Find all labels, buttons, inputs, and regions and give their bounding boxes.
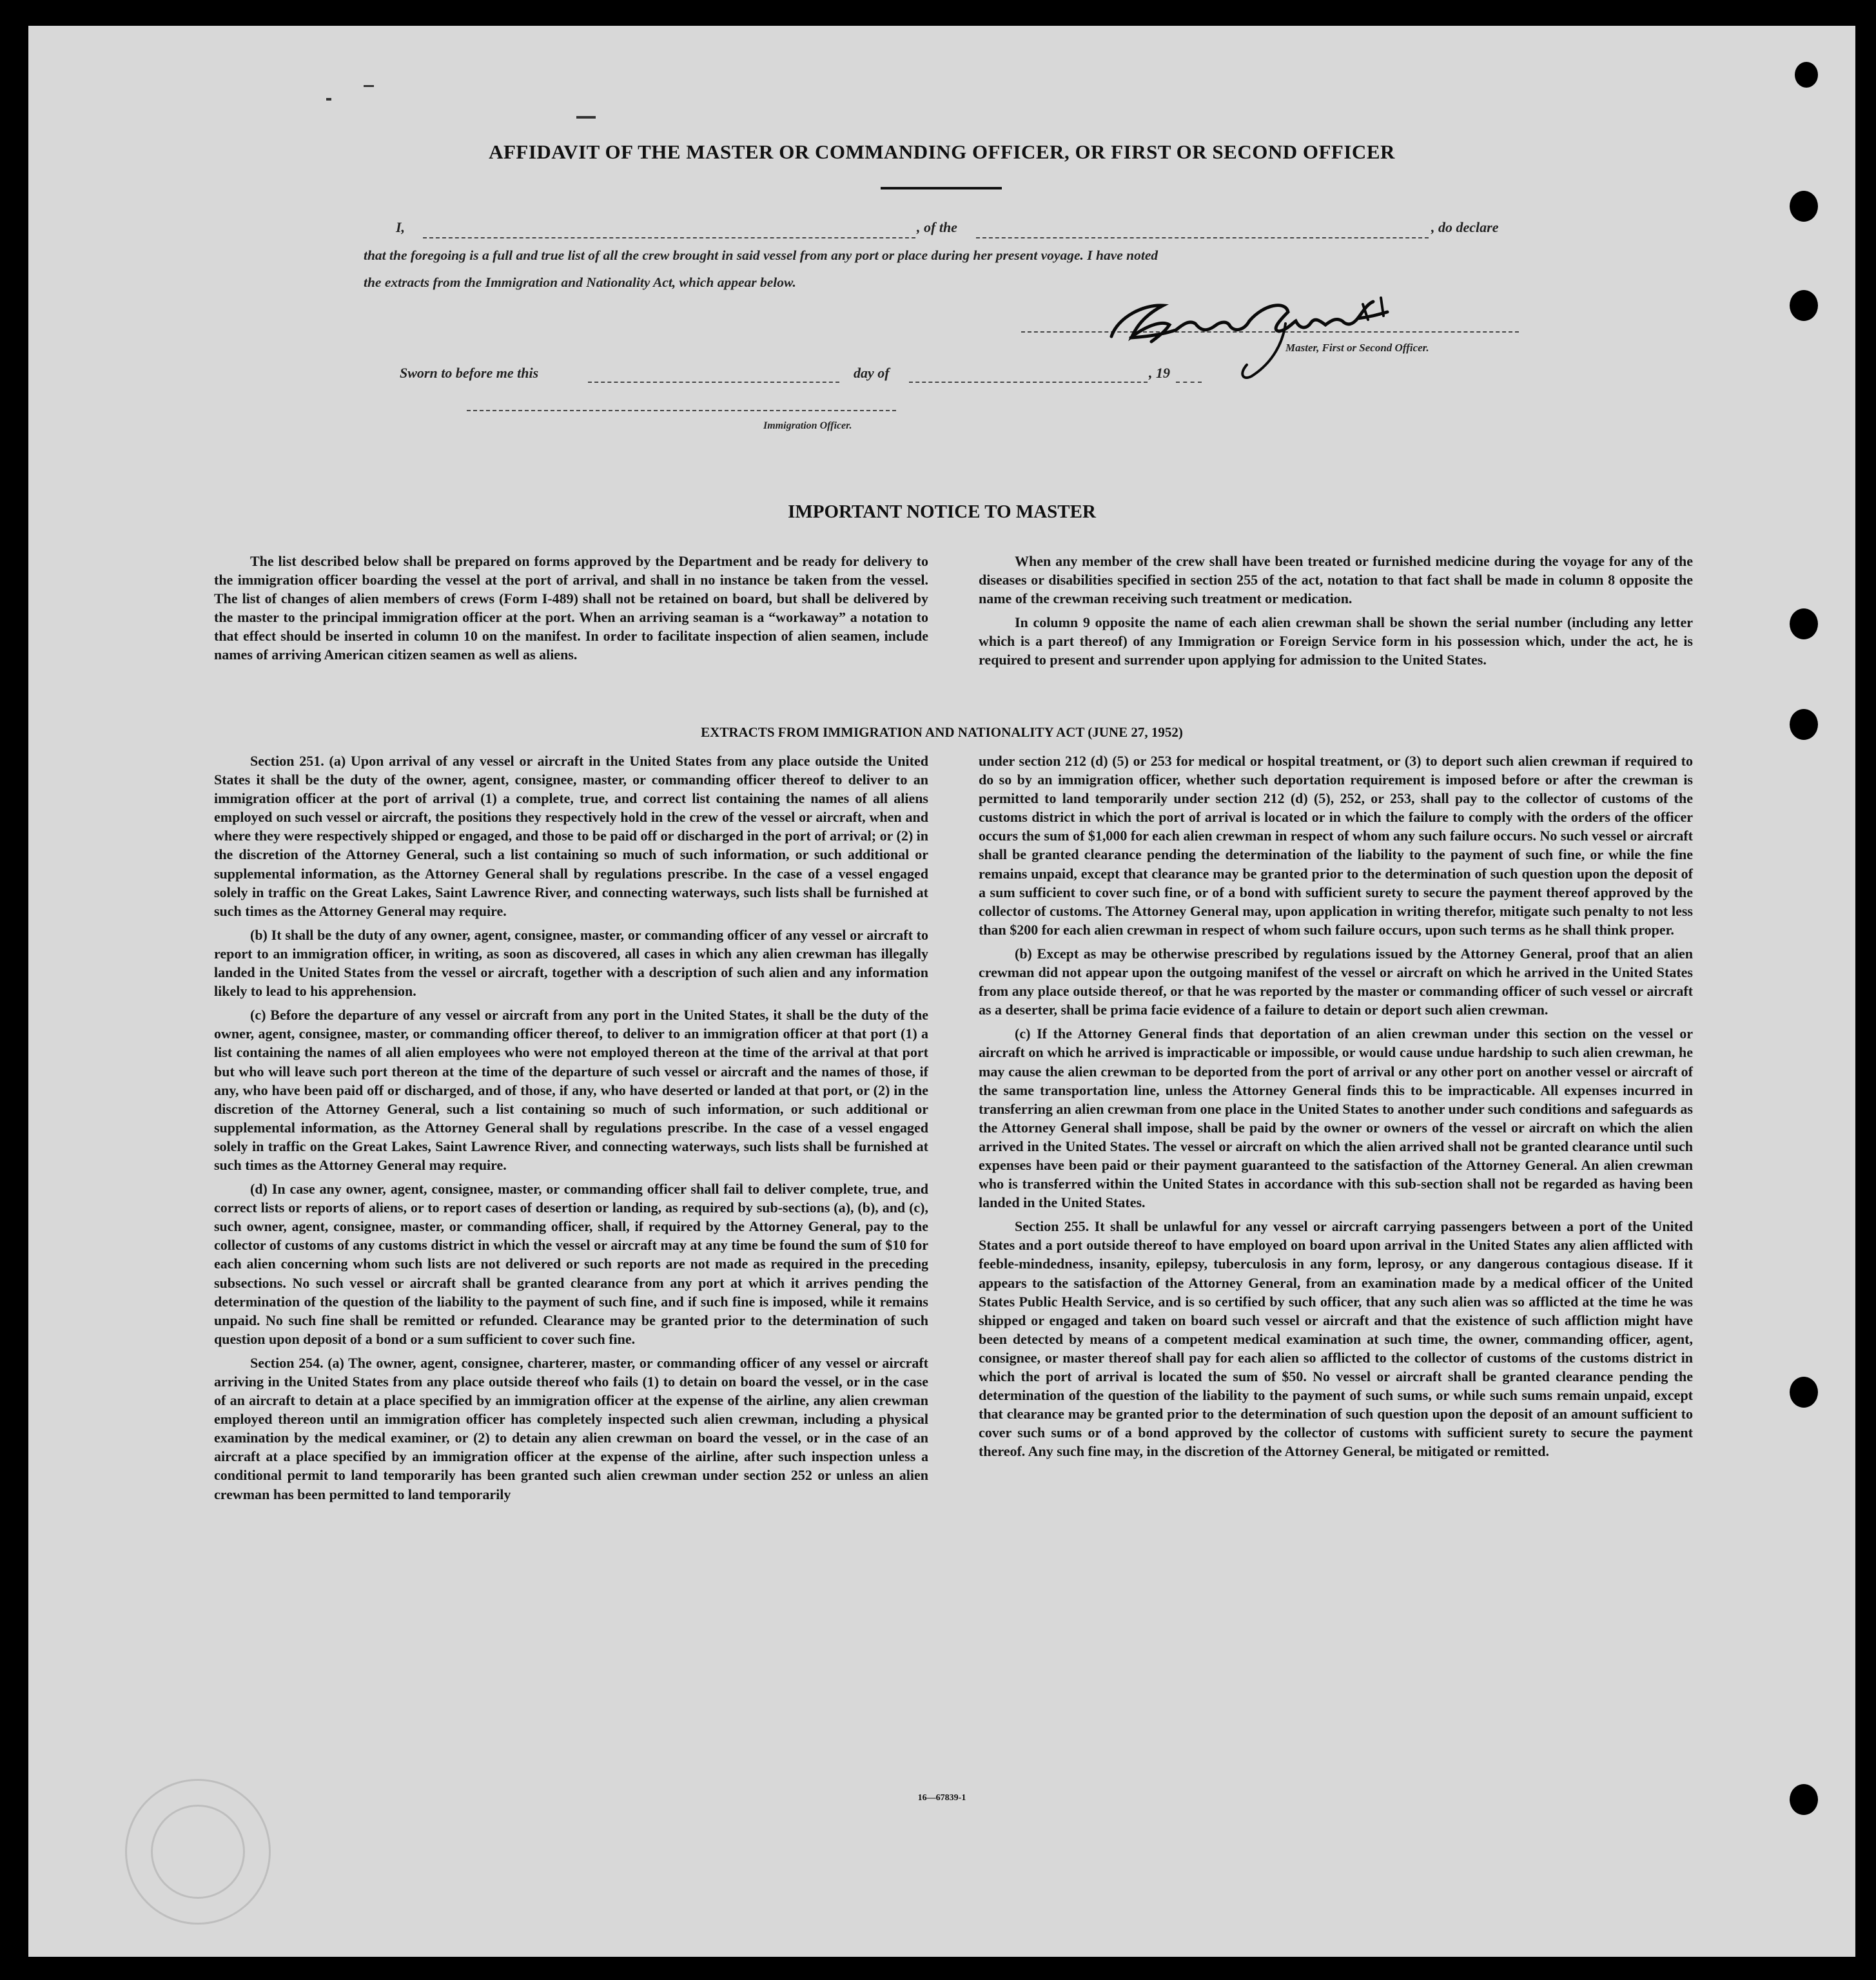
notice-title: IMPORTANT NOTICE TO MASTER	[788, 501, 1096, 522]
sworn-month-field[interactable]	[909, 382, 1148, 383]
notice-right-column	[979, 552, 1693, 675]
extract-paragraph: (b) It shall be the duty of any owner, agent, consignee, master, or commanding officer of any vessel or aircraft to report to an immigration officer, in writing, as soon as discovered, all cases in which any alien crewman has illegally landed in the United States from the vessel or aircraft, together with a description of such alien and any information likely to lead to his apprehension.	[214, 926, 928, 1000]
notice-paragraph: In column 9 opposite the name of each alien crewman shall be shown the serial number (including any letter which is a part thereof) of any Immigration or Foreign Service form in his possession which, under the act, he is required to present and surrender upon applying for admission to the United States.	[979, 614, 1693, 668]
embossed-seal-inner	[151, 1805, 245, 1899]
extract-paragraph: (c) Before the departure of any vessel or aircraft from any port in the United States, it shall be the duty of the owner, agent, consignee, master, or commanding officer thereof, to deliver to an immigration officer at that port (1) a list containing the names of all alien employees who were not employed thereon at the time of the arrival at that port but who will leave such port thereon at the time of the departure of such vessel or aircraft and the names of those, if any, who have been paid off or discharged, and of those, if any, who have deserted or landed at that port, or (2) in the discretion of the Attorney General, such a list containing so much of such information, or such additional or supplemental information, as the Attorney General shall by regulations prescribe. In the case of a vessel engaged solely in traffic on the Great Lakes, Saint Lawrence River, and connecting waterways, such lists shall be furnished at such times as the Attorney General may require.	[214, 1007, 928, 1173]
declarant-name-field[interactable]	[423, 237, 915, 238]
day-of-label: day of	[854, 365, 890, 381]
stray-mark	[326, 98, 331, 101]
punch-hole	[1790, 608, 1818, 639]
stray-mark	[576, 116, 596, 119]
affidavit-title: AFFIDAVIT OF THE MASTER OR COMMANDING OFFICER, OR FIRST OR SECOND OFFICER	[489, 141, 1395, 163]
handwritten-signature	[1092, 278, 1427, 394]
sworn-label: Sworn to before me this	[400, 365, 539, 381]
stray-mark	[364, 85, 374, 87]
notice-paragraph: When any member of the crew shall have been treated or furnished medicine during the voyage for any of the diseases or disabilities specified in section 255 of the act, notation to that fact shall be made in column 8 opposite the name of the crewman receiving such treatment or medication.	[979, 553, 1693, 607]
document-page	[28, 26, 1855, 1957]
punch-hole	[1795, 62, 1818, 88]
extracts-title: EXTRACTS FROM IMMIGRATION AND NATIONALITY ACT (JUNE 27, 1952)	[701, 724, 1183, 740]
declarant-label: I,	[396, 219, 405, 235]
affidavit-line-2: that the foregoing is a full and true list of all the crew brought in said vessel from any port or place during her present voyage. I have noted	[364, 248, 1158, 263]
signature-caption: Master, First or Second Officer.	[1285, 342, 1429, 354]
do-declare-label: , do declare	[1431, 219, 1499, 235]
sworn-day-field[interactable]	[588, 382, 839, 383]
punch-hole	[1790, 191, 1818, 222]
vessel-name-field[interactable]	[976, 237, 1429, 238]
immigration-officer-signature-line	[467, 410, 896, 411]
punch-hole	[1790, 290, 1818, 321]
extract-paragraph: Section 254. (a) The owner, agent, consignee, charterer, master, or commanding officer of any vessel or aircraft arriving in the United States from any place outside thereof who fails (1) to detain on board the vessel, or in the case of an aircraft to detain at a place specified by an immigration officer at the expense of the airline, any alien crewman employed thereon until an immigration officer has completely inspected such alien crewman, including a physical examination by the medical examiner, or (2) to detain any alien crewman on board the vessel, or in the case of an aircraft at a place specified by an immigration officer at the expense of the airline, after such inspection unless a conditional permit to land temporarily has been granted such alien crewman under section 252 or unless an alien crewman has been permitted to land temporarily	[214, 1354, 928, 1502]
extract-paragraph: under section 212 (d) (5) or 253 for medical or hospital treatment, or (3) to deport such alien crewman if required to do so by an immigration officer, whether such deportation requirement is imposed before or after the crewman is permitted to land temporarily under section 212 (d) (5), 252, or 253, shall pay to the collector of customs of the customs district in which the port of arrival is located or in which the failure to comply with the orders of the officer occurs the sum of $1,000 for each alien crewman in respect of whom any such failure occurs. No such vessel or aircraft shall be granted clearance pending the determination of the liability to the payment of such fine, or while the fine remains unpaid, except that clearance may be granted prior to the determination of such question upon the deposit of a sum sufficient to cover such fine, or of a bond with sufficient surety to secure the payment thereof approved by the collector of customs. The Attorney General may, upon application in writing therefor, mitigate such penalty to not less than $200 for each alien crewman in respect of whom such failure occurs, upon such terms as he shall think proper.	[979, 753, 1693, 938]
affidavit-line-3: the extracts from the Immigration and Nationality Act, which appear below.	[364, 275, 796, 290]
notice-left-column	[214, 552, 928, 670]
sworn-year-field[interactable]	[1176, 382, 1202, 383]
extract-paragraph: Section 255. It shall be unlawful for any vessel or aircraft carrying passengers between a port of the United States and a port outside thereof to have employed on board upon arrival in the United States any alien afflicted with feeble-mindedness, insanity, epilepsy, tuberculosis in any form, leprosy, or any dangerous contagious disease. If it appears to the satisfaction of the Attorney General, from an examination made by a medical officer of the United States Public Health Service, and is so certified by such officer, that any such alien was so afflicted at the time he was shipped or engaged and taken on board such vessel or aircraft and that the existence of such affliction might have been detected by means of a competent medical examination at such time, the owner, commanding officer, agent, consignee, or master thereof shall pay for each alien so afflicted to the collector of customs of the customs district in which the port of arrival is located the sum of $50. No vessel or aircraft shall be granted clearance pending the determination of the question of the liability to the payment of such sums, or while such sums remain unpaid, except that clearance may be granted prior to the determination of such question upon the deposit of an amount sufficient to cover such sums or of a bond approved by the collector of customs with sufficient surety to secure the payment thereof. Any such fine may, in the discretion of the Attorney General, be mitigated or remitted.	[979, 1218, 1693, 1460]
year-prefix-label: , 19	[1149, 365, 1170, 381]
title-rule	[881, 187, 1002, 189]
extract-paragraph: (c) If the Attorney General finds that deportation of an alien crewman under this section on the vessel or aircraft on which he arrived is impracticable or impossible, or would cause undue hardship to such alien crewman, he may cause the alien crewman to be deported from the port of arrival or any other port on another vessel or aircraft of the same transportation line, unless the Attorney General finds this to be impracticable. All expenses incurred in transferring an alien crewman from one place in the United States to another under such conditions and safeguards as the Attorney General shall impose, shall be paid by the owner or owners of the vessel or aircraft on which the alien arrived in the United States. The vessel or aircraft on which the alien arrived shall not be granted clearance until such expenses have been paid or their payment guaranteed to the satisfaction of the Attorney General. An alien crewman who is transferred within the United States in accordance with this sub-section shall not be regarded as having been landed in the United States.	[979, 1025, 1693, 1211]
extract-paragraph: Section 251. (a) Upon arrival of any vessel or aircraft in the United States from any place outside the United States it shall be the duty of the owner, agent, consignee, master, or commanding officer thereof to deliver to an immigration officer at the port of arrival (1) a complete, true, and correct list containing the names of all aliens employed on such vessel or aircraft, the positions they respectively hold in the crew of the vessel or aircraft, when and where they were respectively shipped or engaged, and those to be paid off or discharged in the port of arrival; or (2) in the discretion of the Attorney General, such a list containing so much of such information, or such additional or supplemental information, as the Attorney General shall by regulations prescribe. In the case of a vessel engaged solely in traffic on the Great Lakes, Saint Lawrence River, and connecting waterways, such lists shall be furnished at such times as the Attorney General may require.	[214, 753, 928, 919]
extract-paragraph: (b) Except as may be otherwise prescribed by regulations issued by the Attorney General, proof that an alien crewman did not appear upon the outgoing manifest of the vessel or aircraft on which he arrived in the United States from any place outside thereof, or that he was reported by the master or commanding officer of such vessel or aircraft as a deserter, shall be prima facie evidence of a failure to detain or deport such alien crewman.	[979, 945, 1693, 1018]
extracts-right-column	[979, 752, 1693, 1466]
officer-caption: Immigration Officer.	[763, 420, 852, 431]
print-code: 16—67839-1	[917, 1793, 966, 1803]
extracts-left-column	[214, 752, 928, 1509]
extract-paragraph: (d) In case any owner, agent, consignee, master, or commanding officer shall fail to deliver complete, true, and correct lists or reports of aliens, or to report cases of desertion or landing, as required by sub-sections (a), (b), and (c), such owner, agent, consignee, master, or commanding officer, shall, if required by the Attorney General, pay to the collector of customs of any customs district in which the vessel or aircraft may at any time be found the sum of $10 for each alien concerning whom such lists are not delivered or such reports are not made as required in the preceding subsections. No such vessel or aircraft shall be granted clearance from any port at which it arrives pending the determination of the question of the liability to the payment of such fine, and if such fine is imposed, while it remains unpaid. No such fine shall be remitted or refunded. Clearance may be granted prior to the determination of such question upon deposit of a bond or a sum sufficient to cover such fine.	[214, 1181, 928, 1347]
punch-hole	[1790, 1377, 1818, 1408]
of-the-label: , of the	[917, 219, 957, 235]
notice-paragraph: The list described below shall be prepared on forms approved by the Department and be ready for delivery to the immigration officer boarding the vessel at the port of arrival, and shall in no instance be taken from the vessel. The list of changes of alien members of crews (Form I-489) shall not be retained on board, but shall be delivered by the master to the principal immigration officer at the port. When an arriving seaman is a “workaway” a notation to that effect should be inserted in column 10 on the manifest. In order to facilitate inspection of alien seamen, include names of arriving American citizen seamen as well as aliens.	[214, 553, 928, 663]
